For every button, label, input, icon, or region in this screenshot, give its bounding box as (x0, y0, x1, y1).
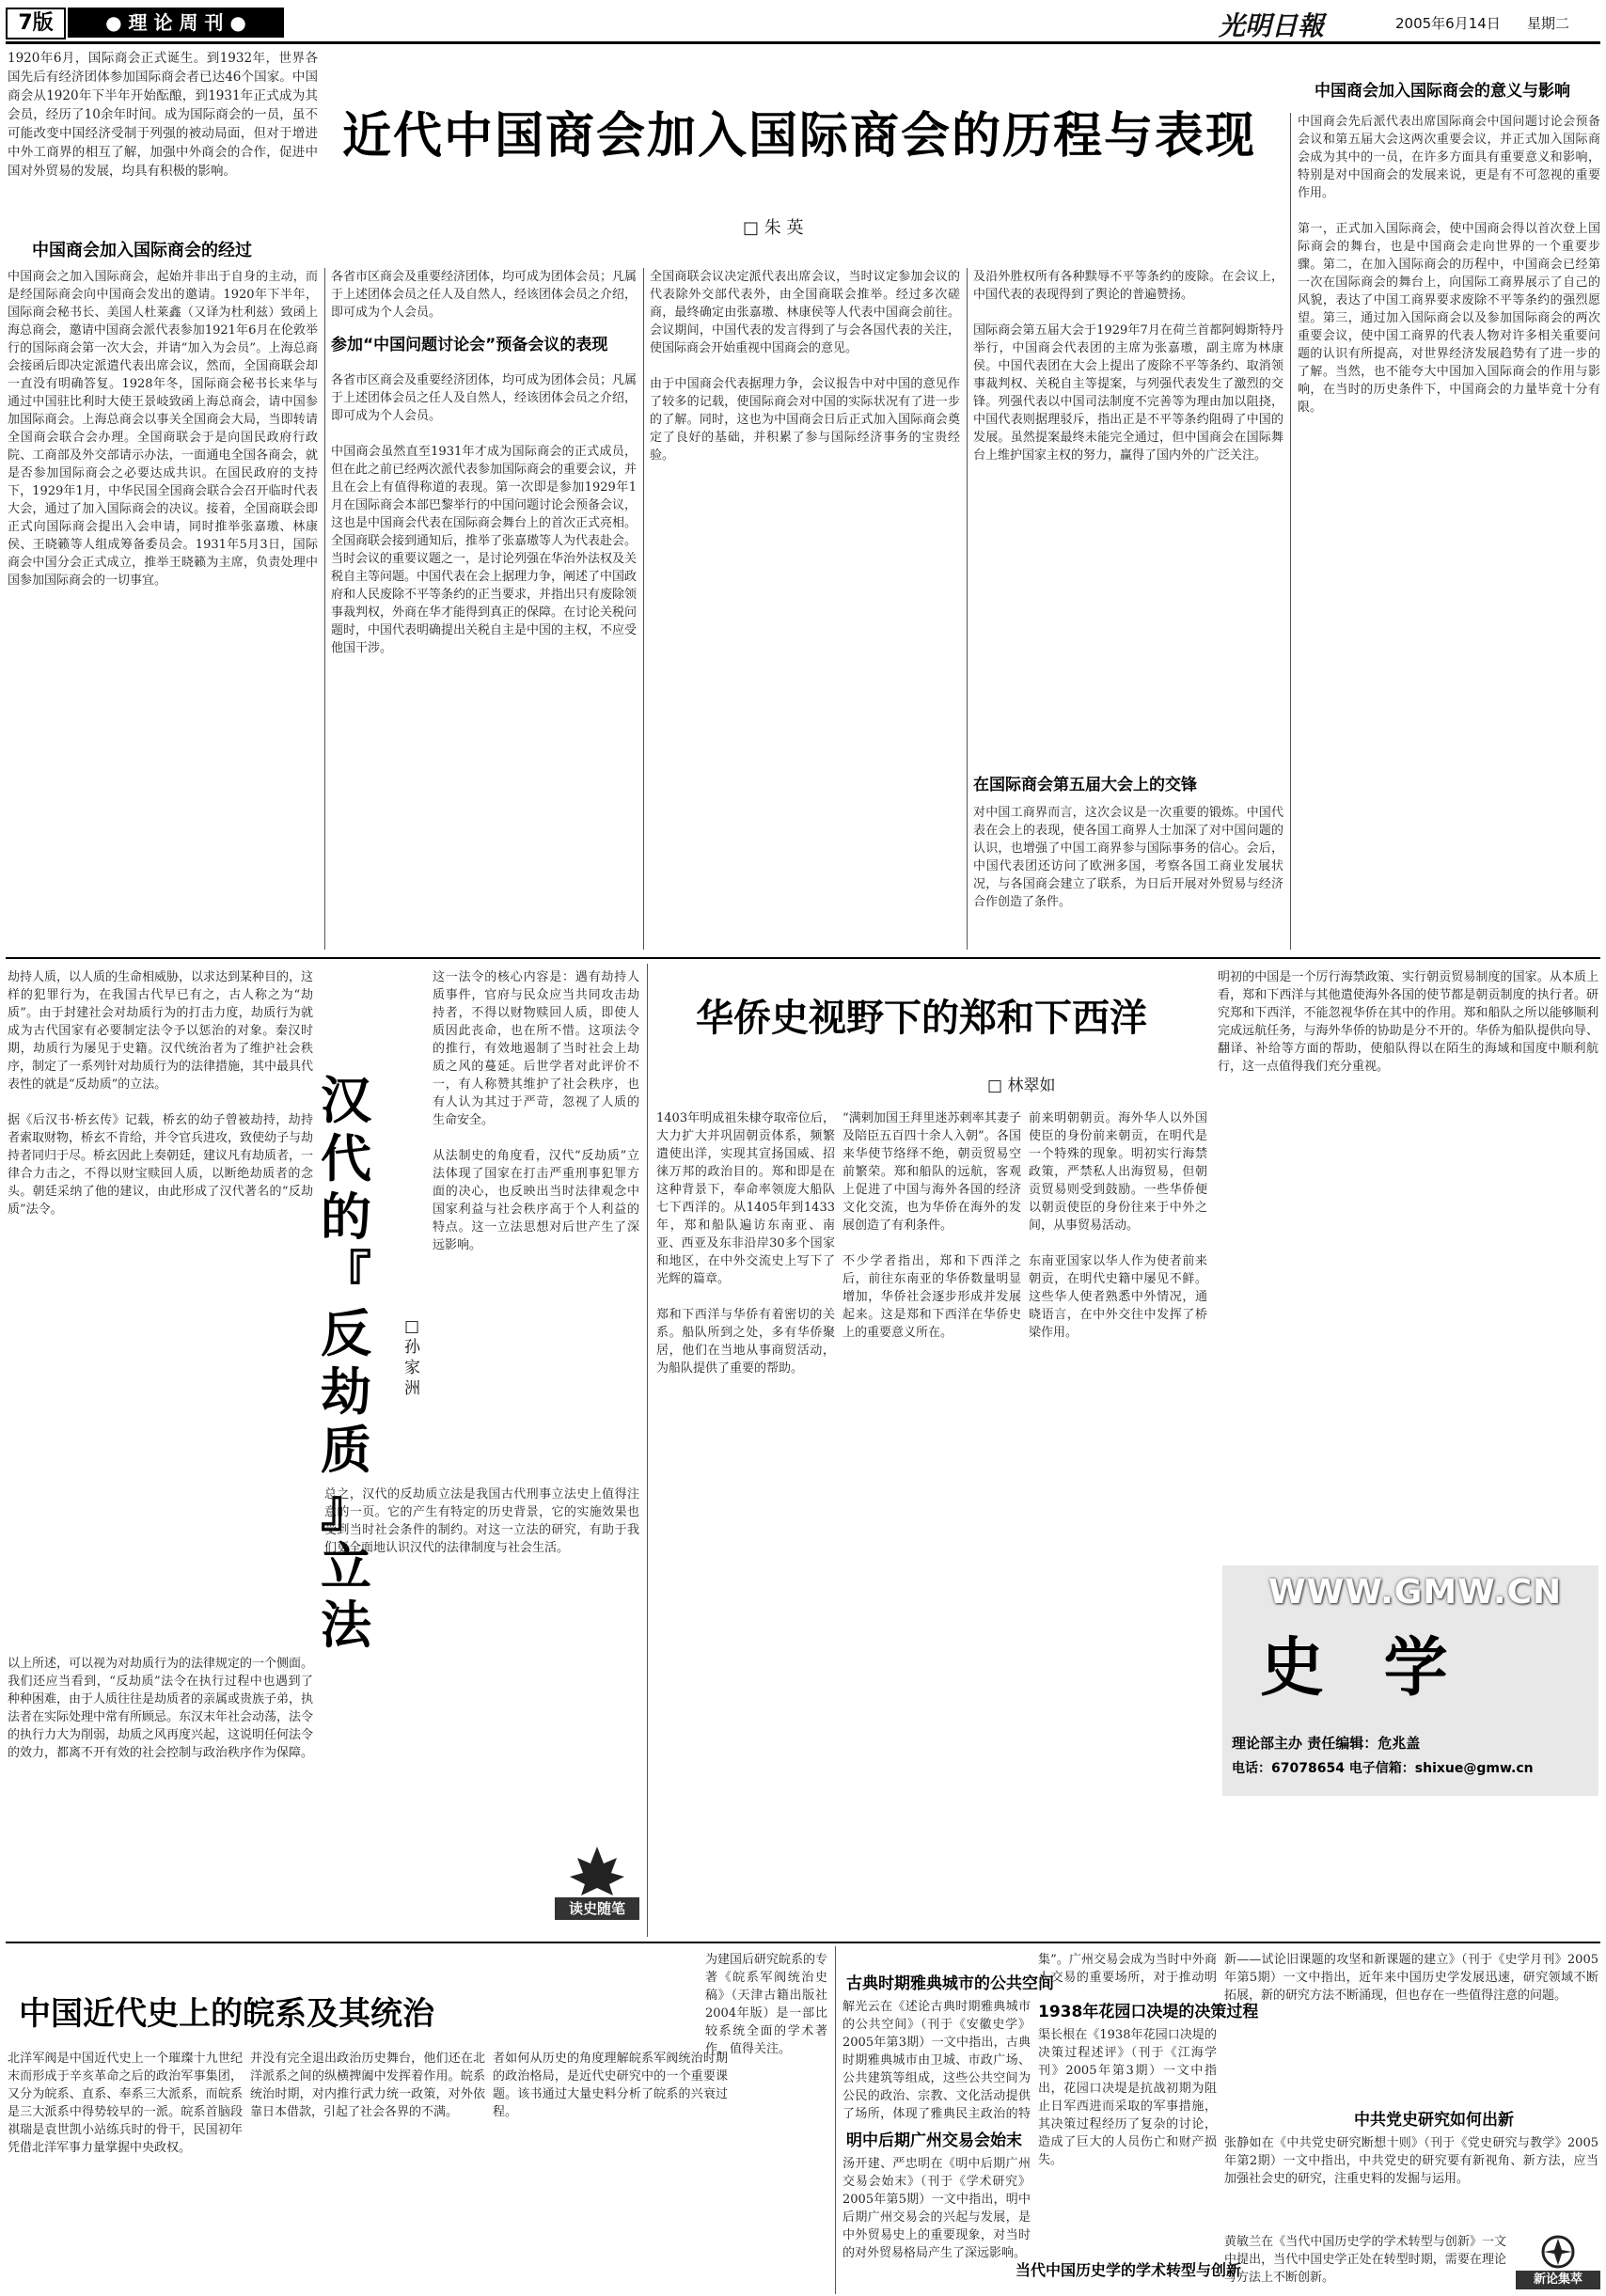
brief-left-text: 集”。广州交易会成为当时中外商人交易的重要场所，对于推动明 (1038, 1953, 1217, 1985)
article1-col2: 各省市区商会及重要经济团体，均可成为团体会员；凡属于上述团体会员之任人及自然人，经该团体会员之介绍，即可成为个人会员。 中国商会虽然直至1931年才成为国际商会的正式成员，但在此之前已经两次派代表参加国际商会的重要会议，并且在会上有值得称道的表现。第一次即是参加1929年1月在国际商会本部巴黎举行的中国问题讨论会预备会议，这也是中国商会代表在国际商会舞台上的首次正式亮相。全国商联会接到通知后，推举了张嘉璈等人为代表赴会。当时会议的重要议题之一，是讨论列强在华治外法权及关税自主等问题。中国代表在会上据理力争，阐述了中国政府和人民废除不平等条约的正当要求，并指出只有废除领事裁判权，外商在华才能得到真正的保障。在讨论关税问题时，中国代表明确提出关税自主是中国的主权，不应受他国干涉。 (331, 373, 637, 655)
article4-col2: 并没有完全退出政治历史舞台，他们还在北洋派系之间的纵横捭阖中发挥着作用。皖系统治时期，对内推行武力统一政策，对外依靠日本借款，引起了社会各界的不满。 (250, 2052, 485, 2119)
brief4-title: 中共党史研究如何出新 (1354, 2111, 1514, 2130)
article4-col1: 北洋军阀是中国近代史上一个璀璨十九世纪末而形成于辛亥革命之后的政治军事集团，又分为皖系、直系、奉系三大派系，而皖系是三大派系中得势较早的一派。皖系首脑段祺瑞是袁世凯小站练兵时的骨干，民国初年凭借北洋军事力量掌握中央政权。 (8, 2052, 243, 2155)
brief1-title: 古典时期雅典城市的公共空间 (846, 1974, 1054, 1993)
article4-title: 中国近代史上的皖系及其统治 (19, 1995, 434, 2033)
col-divider (835, 1946, 836, 2294)
article1-col5: 对中国工商界而言，这次会议是一次重要的锻炼。中国代表在会上的表现，使各国工商界人士加深了对中国问题的认识，也增强了中国工商界参与国际事务的信心。会后，中国代表团还访问了欧洲多国，考察各国工商业发展状况，与各国商会建立了联系，为日后开展对外贸易与经济合作创造了条件。 (973, 806, 1283, 909)
col-divider (643, 268, 644, 950)
article2-col4: 总之，汉代的反劫质立法是我国古代刑事立法史上值得注意的一页。它的产生有特定的历史背景，它的实施效果也受到当时社会条件的制约。对这一立法的研究，有助于我们更全面地认识汉代的法律制度与社会生活。 (324, 1487, 639, 1555)
article2-col1: 劫持人质，以人质的生命相威胁，以求达到某种目的，这样的犯罪行为，在我国古代早已有之，古人称之为“劫质”。由于封建社会对劫质行为的打击力度，劫质行为就成为古代国家有必要制定法令予以惩治的对象。秦汉时期，劫质行为屡见于史籍。汉代统治者为了维护社会秩序，制定了一系列针对劫质行为的法律措施，其中最具代表性的就是“反劫质”的立法。 据《后汉书·桥玄传》记载，桥玄的幼子曾被劫持，劫持者索取财物，桥玄不肯给，并令官兵进攻，致使幼子与劫持者同归于尽。桥玄因此上奏朝廷，建议凡有劫质者，一律合力击之，不得以财宝赎回人质，以断绝劫质者的念头。朝廷采纳了他的建议，由此形成了汉代著名的“反劫质”法令。 (8, 970, 313, 1217)
brief2-title: 明中后期广州交易会始末 (846, 2131, 1022, 2150)
section-rule (6, 957, 1600, 959)
article2-col3: 以上所述，可以视为对劫质行为的法律规定的一个侧面。我们还应当看到，“反劫质”法令在执行过程中也遇到了种种困难，由于人质往往是劫质者的亲属或贵族子弟，执法者在实际处理中常有所顾忌。东汉末年社会动荡，法令的执行力大为削弱，劫质之风再度兴起，这说明任何法令的效力，都离不开有效的社会控制与政治秩序作为保障。 (8, 1657, 313, 1760)
article4-col4: 为建国后研究皖系的专著《皖系军阀统治史稿》（天津古籍出版社2004年版）是一部比较系统全面的学术著作，值得关注。 (705, 1953, 827, 2056)
article1-col2a: 各省市区商会及重要经济团体，均可成为团体会员；凡属于上述团体会员之任人及自然人，经该团体会员之介绍，即可成为个人会员。 (331, 270, 637, 320)
title-char: 立 (321, 1537, 371, 1596)
editor-line: 理论部主办 责任编辑：危兆盖 (1232, 1735, 1421, 1752)
column-name: ● 理 论 周 刊 ● (68, 8, 284, 38)
contact-line: 电话：67078654 电子信箱：shixue@gmw.cn (1232, 1761, 1534, 1776)
article1-col6: 中国商会先后派代表出席国际商会中国问题讨论会预备会议和第五届大会这两次重要会议，并正式加入国际商会成为其中的一员，在许多方面具有重要意义和影响，特别是对中国商会的发展来说，更是有不可忽视的重要作用。 第一，正式加入国际商会，使中国商会得以首次登上国际商会的舞台，也是中国商会走向世界的一个重要步骤。第二，在加入国际商会的历程中，中国商会已经第一次在国际商会的舞台上，向国际工商界展示了自己的风貌，表达了中国工商界要求废除不平等条约的强烈愿望。第三，通过加入国际商会以及参加国际商会的两次重要会议，使中国工商界的代表人物对许多相关重要问题的认识有所提高，对世界经济发展趋势有了进一步的了解。当然，也不能夸大中国加入国际商会的作用与影响，在当时的历史条件下，中国商会的力量毕竟十分有限。 (1298, 115, 1600, 415)
article4-col3: 者如何从历史的角度理解皖系军阀统治时期的政治格局，是近代史研究中的一个重要课题。该书通过大量史料分析了皖系的兴衰过程。 (493, 2052, 728, 2119)
brief3-text: 渠长根在《1938年花园口决堤的决策过程述评》（刊于《江海学刊》2005年第3期）一文中指出，花园口决堤是抗战初期为阻止日军西进而采取的军事措施，其决策过程经历了复杂的讨论，造成了巨大的人员伤亡和财产损失。 (1038, 2028, 1217, 2167)
article1-intro: 1920年6月，国际商会正式诞生。到1932年，世界各国先后有经济团体参加国际商会者已达46个国家。中国商会从1920年下半年开始酝酿，到1931年正式成为其会员，经历了10余年时间。成为国际商会的一员，虽不可能改变中国经济受制于列强的被动局面，但对于增进中外工商界的相互了解，加强中外商会的合作，促进中国对外贸易的发展，均具有积极的影响。 (8, 51, 318, 179)
article1-col1: 中国商会之加入国际商会，起始并非出于自身的主动，而是经国际商会向中国商会发出的邀请。1920年下半年，国际商会秘书长、美国人杜莱鑫（又译为杜利兹）致函上海总商会，邀请中国商会派代表参加1921年6月在伦敦举行的国际商会第一次大会，并请“加入为会员”。上海总商会接函后即决定派遣代表出席会议，然而，全国商联会却一直没有明确答复。1928年冬，国际商会秘书长来华与通过中国驻比利时大使王景岐致函上海总商会，请中国参加国际商会。上海总商会以事关全国商会大局，当即转请全国商会联合会办理。全国商联会于是向国民政府行政院、工商部及外交部请示办法，一面通电全国各商会，就是否参加国际商会之必要达成共识。在国民政府的支持下，1929年1月，中华民国全国商会联合会召开临时代表大会，通过了加入国际商会的决议。接着，全国商联会即正式向国际商会提出入会申请，同时推举张嘉璈、林康侯、王晓籁等人组成筹备委员会。1931年5月3日，国际商会中国分会正式成立，推举王晓籁为主席，负责处理中国参加国际商会的一切事宜。 (8, 270, 318, 588)
new-index-label: 新论集萃 (1516, 2271, 1600, 2289)
article2-col2: 这一法令的核心内容是：遇有劫持人质事件，官府与民众应当共同攻击劫持者，不得以财物赎回人质，即使人质因此丧命，也在所不惜。这项法令的推行，有效地遏制了当时社会上劫质之风的蔓延。后世学者对此评价不一，有人称赞其维护了社会秩序，也有人认为其过于严苛，忽视了人质的生命安全。 从法制史的角度看，汉代“反劫质”立法体现了国家在打击严重刑事犯罪方面的决心，也反映出当时法律观念中国家利益与社会秩序高于个人利益的特点。这一立法思想对后世产生了深远影响。 (433, 970, 639, 1252)
header-bar (6, 6, 1600, 39)
date-label: 2005年6月14日 (1395, 15, 1501, 32)
article1-author: □ 朱 英 (743, 218, 804, 238)
reading-essay-logo (555, 1843, 639, 1923)
brief2-text: 汤开建、严忠明在《明中后期广州交易会始末》（刊于《学术研究》2005年第5期）一文中指出，明中后期广州交易会的兴起与发展，是中外贸易史上的重要现象，对当时的对外贸易格局产生了深远影响。 (842, 2157, 1031, 2260)
article3-title: 华侨史视野下的郑和下西洋 (696, 997, 1147, 1040)
col-divider (1290, 113, 1291, 950)
col-divider (967, 268, 968, 950)
site-url[interactable]: WWW.GMW.CN (1267, 1573, 1563, 1612)
col-divider (324, 268, 325, 950)
article1-title: 近代中国商会加入国际商会的历程与表现 (341, 108, 1256, 165)
brief5-title: 当代中国历史学的学术转型与创新 (1016, 2261, 1242, 2279)
title-char: 的 (321, 1187, 371, 1247)
title-char: 反 (321, 1304, 371, 1363)
article2-author: □ 孙家洲 (404, 1317, 420, 1398)
article1-sub3: 在国际商会第五届大会上的交锋 (973, 776, 1197, 794)
title-char: 代 (321, 1129, 371, 1188)
article1-col3: 全国商联会议决定派代表出席会议，当时议定参加会议的代表除外交部代表外，由全国商联会推举。经过多次磋商，最终确定由张嘉璈、林康侯等人代表中国商会前往。会议期间，中国代表的发言得到了与会各国代表的关注，使国际商会开始重视中国商会的意见。 由于中国商会代表据理力争，会议报告中对中国的意见作了较多的记载，使国际商会对中国的实际状况有了进一步的了解。同时，这也为中国商会日后正式加入国际商会奠定了良好的基础，并积累了参与国际经济事务的宝贵经验。 (650, 270, 960, 463)
article1-sub4: 中国商会加入国际商会的意义与影响 (1315, 82, 1570, 101)
section-banner (1222, 1565, 1598, 1796)
maple-leaf-icon (555, 1843, 639, 1899)
title-char: 质 (321, 1421, 371, 1480)
header-rule (6, 41, 1600, 44)
title-char: 劫 (321, 1362, 371, 1422)
section-title: 史 学 (1260, 1631, 1467, 1706)
title-char: 『 (321, 1246, 371, 1305)
brief5-text: 黄敏兰在《当代中国历史学的学术转型与创新》一文中提出，当代中国史学正处在转型时期，需要在理论与方法上不断创新。 (1224, 2235, 1506, 2285)
brief3-title: 1938年花园口决堤的决策过程 (1038, 2003, 1259, 2021)
new-index-logo (1516, 2233, 1600, 2291)
article3-col4: 明初的中国是一个厉行海禁政策、实行朝贡贸易制度的国家。从本质上看，郑和下西洋与其他遣使海外各国的使节都是朝贡制度的执行者。研究郑和下西洋，不能忽视华侨在其中的作用。郑和船队之所以能够顺利完成远航任务，与海外华侨的协助是分不开的。华侨为船队提供向导、翻译、补给等方面的帮助，使船队得以在陌生的海域和国度中顺利航行，这一点值得我们充分重视。 (1218, 970, 1598, 1074)
brief4-text: 张静如在《中共党史研究断想十则》（刊于《党史研究与教学》2005年第2期）一文中指出，中共党史的研究要有新视角、新方法，应当加强社会史的研究，注重史料的发掘与运用。 (1224, 2136, 1598, 2186)
article1-col4: 及沿外胜权所有各种黩辱不平等条约的废除。在会议上，中国代表的表现得到了舆论的普遍赞扬。 国际商会第五届大会于1929年7月在荷兰首都阿姆斯特丹举行，中国商会代表团的主席为张嘉璈，副主席为林康侯。中国代表团在大会上提出了废除不平等条约、取消领事裁判权、关税自主等提案，与列强代表发生了激烈的交锋。列强代表以中国司法制度不完善等为理由加以阻挠，中国代表则据理驳斥，指出正是不平等条约阻碍了中国的发展。虽然提案最终未能完全通过，但中国商会在国际舞台上维护国家主权的努力，赢得了国内外的广泛关注。 (973, 270, 1283, 463)
title-char: 汉 (321, 1071, 371, 1130)
article3-col3: 前来明朝朝贡。海外华人以外国使臣的身份前来朝贡，在明代是一个特殊的现象。明初实行海禁政策，严禁私人出海贸易，但朝贡贸易则受到鼓励。一些华侨便以朝贡使臣的身份往来于中外之间，从事贸易活动。 东南亚国家以华人作为使者前来朝贡，在明代史籍中屡见不鲜。这些华人使者熟悉中外情况，通晓语言，在中外交往中发挥了桥梁作用。 (1029, 1111, 1207, 1340)
brief-top-right-text: 新——试论旧课题的攻坚和新课题的建立》（刊于《史学月刊》2005年第5期）一文中指出，近年来中国历史学发展迅速，研究领域不断拓展，新的研究方法不断涌现，但也存在一些值得注意的问题。 (1224, 1953, 1598, 2003)
edition-label: 7版 (6, 8, 66, 39)
title-char: 』 (321, 1479, 371, 1538)
col-divider (647, 964, 648, 1937)
leaf-cluster-icon (1516, 2233, 1600, 2271)
article3-author: □ 林翠如 (987, 1077, 1056, 1095)
article3-col2: “满剌加国王拜里迷苏剌率其妻子及陪臣五百四十余人入朝”。各国来华使节络绎不绝，朝贡贸易空前繁荣。郑和船队的远航，客观上促进了中国与海外各国的经济文化交流，也为华侨在海外的发展创造了有利条件。 不少学者指出，郑和下西洋之后，前往东南亚的华侨数量明显增加，华侨社会逐步形成并发展起来。这是郑和下西洋在华侨史上的重要意义所在。 (842, 1111, 1021, 1340)
reading-essay-label: 读史随笔 (555, 1897, 639, 1920)
brief1-text: 解光云在《述论古典时期雅典城市的公共空间》（刊于《安徽史学》2005年第3期）一文中指出，古典时期雅典城市由卫城、市政广场、公共建筑等组成，这些公共空间为公民的政治、宗教、文化活动提供了场所，体现了雅典民主政治的特 (842, 2000, 1031, 2120)
weekday-label: 星期二 (1527, 15, 1570, 32)
article3-col1: 1403年明成祖朱棣夺取帝位后，大力扩大并巩固朝贡体系，频繁遣使出洋，实现其宣扬国威、招徕万邦的政治目的。郑和即是在这种背景下，奉命率领庞大船队七下西洋的。从1405年到1433年，郑和船队遍访东南亚、南亚、西亚及东非沿岸30多个国家和地区，在中外交流史上写下了光辉的篇章。 郑和下西洋与华侨有着密切的关系。船队所到之处，多有华侨聚居，他们在当地从事商贸活动，为船队提供了重要的帮助。 (656, 1111, 835, 1376)
article1-sub2: 参加“中国问题讨论会”预备会议的表现 (331, 336, 608, 354)
paper-logo: 光明日報 (1219, 10, 1325, 41)
section-rule (6, 1942, 1600, 1943)
title-char: 法 (321, 1596, 371, 1655)
article1-sub1: 中国商会加入国际商会的经过 (32, 241, 252, 260)
